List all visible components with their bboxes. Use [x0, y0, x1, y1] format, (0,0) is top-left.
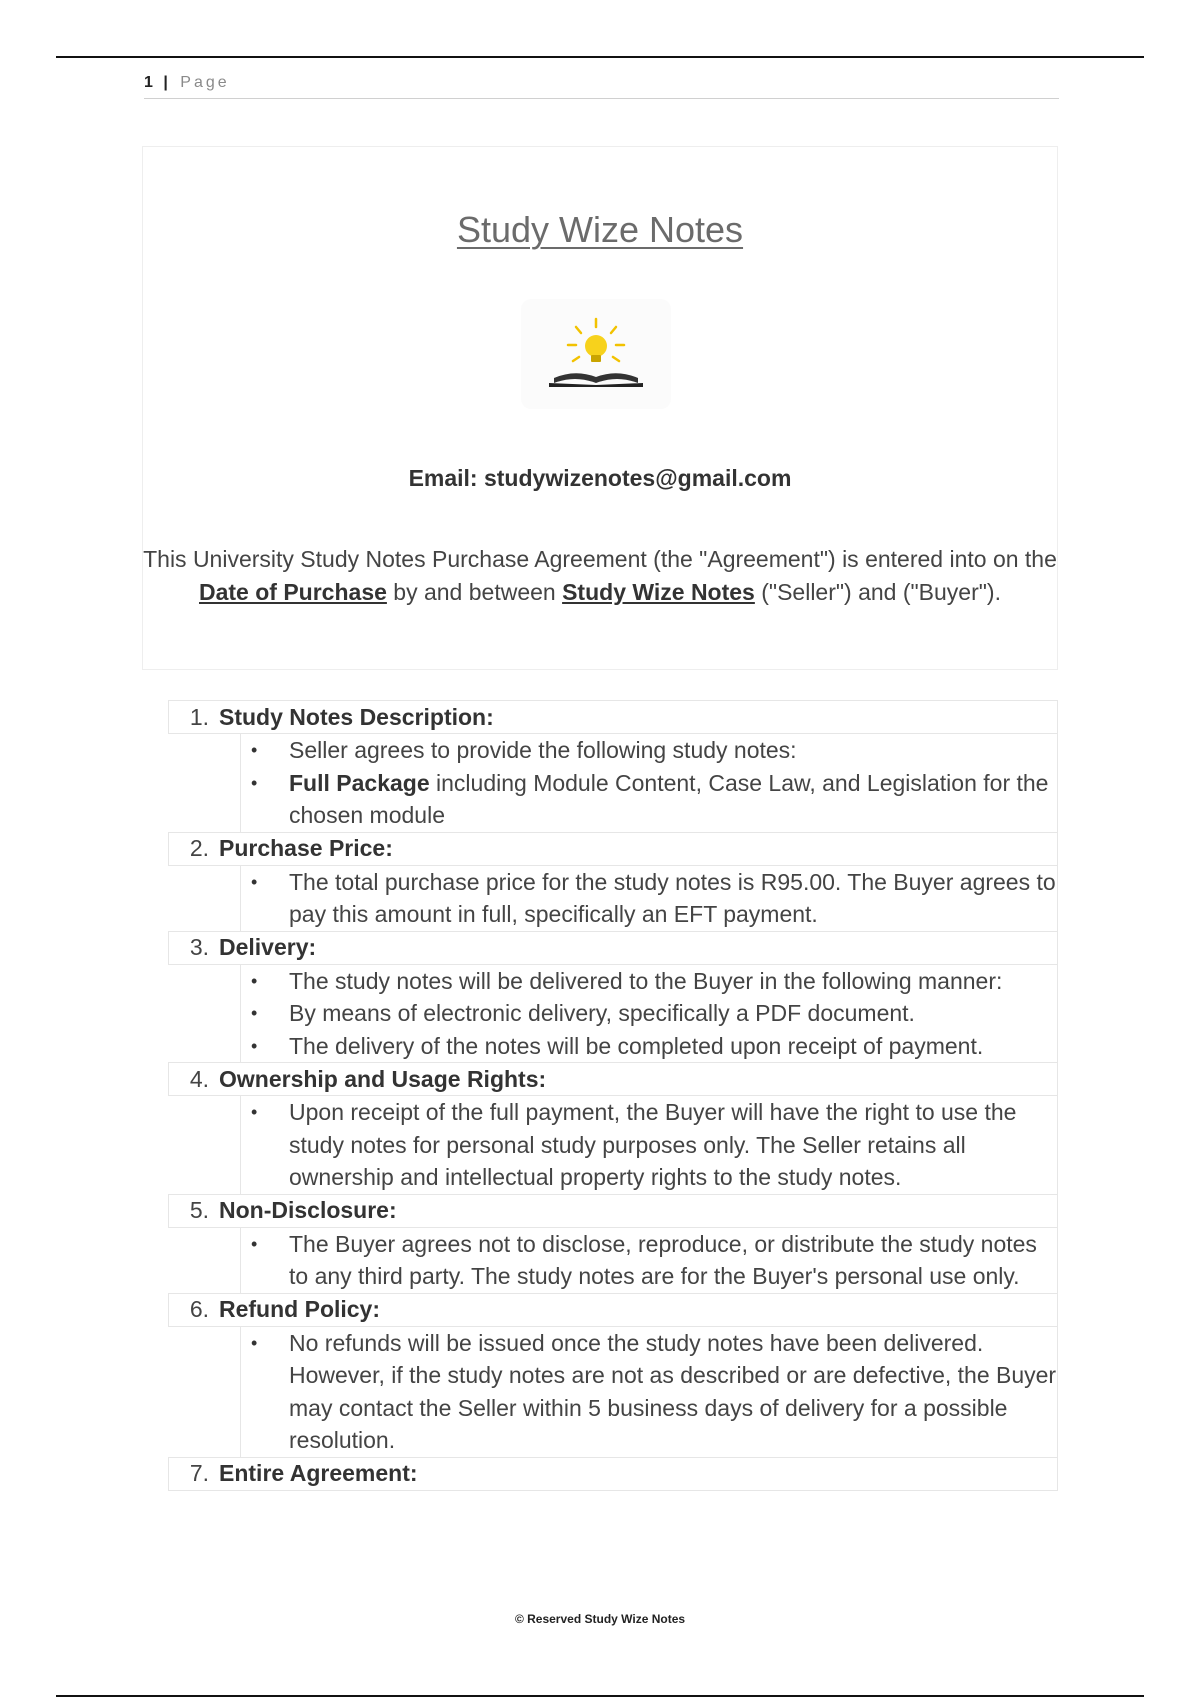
section-heading — [168, 1194, 1058, 1228]
footer-copyright: © Reserved Study Wize Notes — [514, 1612, 686, 1626]
section-title: Delivery: — [219, 934, 317, 960]
page-header — [144, 74, 1059, 99]
section-number: 4. — [189, 1065, 209, 1092]
section-heading — [168, 1062, 1058, 1096]
section-bullets — [240, 866, 1058, 931]
intro-paragraph: This University Study Notes Purchase Agreement (the "Agreement") is entered into on the Date of Purchase by and between Study Wize Notes ("Seller") and ("Buyer"). — [143, 546, 1057, 605]
seller-name-link: Study Wize Notes — [562, 579, 755, 605]
bullet-text: Upon receipt of the full payment, the Buyer will have the right to use the study notes for personal study purposes only. The Seller retains all ownership and intellectual property rights to the study notes. — [289, 1099, 1017, 1190]
section-heading — [168, 700, 1058, 734]
bullet-item — [241, 997, 1057, 1030]
section-title: Non-Disclosure: — [219, 1197, 397, 1223]
section-number: 5. — [189, 1197, 209, 1223]
lightbulb-book-icon — [521, 299, 671, 409]
bullet-item — [241, 767, 1057, 832]
bullet-item — [241, 734, 1057, 767]
terms-list — [168, 700, 1058, 1491]
bullet-text: including Module Content, Case Law, and Legislation for the chosen module — [289, 769, 1049, 828]
section-number: 7. — [189, 1460, 209, 1486]
section-bullets — [240, 1228, 1058, 1293]
section-title: Ownership and Usage Rights: — [219, 1065, 547, 1092]
section-heading — [168, 931, 1058, 965]
bullet-text: No refunds will be issued once the study notes have been delivered. However, if the study notes are not as described or are defective, the Buyer may contact the Seller within 5 business days of delivery for a possible resolution. — [289, 1329, 1057, 1453]
page-separator: | — [163, 74, 171, 91]
page-number: 1 — [144, 74, 154, 91]
bullet-text: Seller agrees to provide the following study notes: — [289, 737, 797, 763]
bullet-item — [241, 1030, 1057, 1063]
section-bullets — [240, 1327, 1058, 1457]
bullet-item — [241, 1228, 1057, 1293]
bullet-item — [241, 965, 1057, 998]
contact-email: Email: studywizenotes@gmail.com — [408, 465, 792, 491]
section-bullets — [240, 734, 1058, 832]
page-word: Page — [180, 74, 230, 91]
bullet-text: By means of electronic delivery, specifically a PDF document. — [289, 1000, 915, 1026]
top-rule — [56, 56, 1144, 58]
bullet-item — [241, 1096, 1057, 1194]
document-title: Study Wize Notes — [456, 209, 744, 250]
bullet-item — [241, 1327, 1057, 1457]
section-number: 2. — [189, 835, 209, 861]
section-number: 6. — [189, 1296, 209, 1322]
section-number: 3. — [189, 934, 209, 960]
section-heading — [168, 1293, 1058, 1327]
section-title: Refund Policy: — [219, 1296, 381, 1322]
date-of-purchase-link: Date of Purchase — [199, 579, 387, 605]
bullet-text: The total purchase price for the study notes is R95.00. The Buyer agrees to pay this amount in full, specifically an EFT payment. — [289, 868, 1056, 927]
bullet-text: The delivery of the notes will be completed upon receipt of payment. — [289, 1032, 984, 1059]
bullet-text: The Buyer agrees not to disclose, reproduce, or distribute the study notes to any third party. The study notes are for the Buyer's personal use only. — [289, 1230, 1037, 1289]
section-heading — [168, 832, 1058, 866]
section-heading — [168, 1457, 1058, 1491]
bottom-rule — [56, 1695, 1144, 1697]
section-title: Entire Agreement: — [219, 1460, 418, 1486]
bullet-item — [241, 866, 1057, 931]
section-bullets — [240, 965, 1058, 1063]
title-box — [142, 146, 1058, 670]
section-title: Purchase Price: — [219, 835, 393, 861]
bullet-text: The study notes will be delivered to the Buyer in the following manner: — [289, 967, 1003, 994]
section-bullets — [240, 1096, 1058, 1194]
section-number: 1. — [189, 703, 209, 730]
section-title: Study Notes Description: — [219, 703, 494, 730]
bullet-bold-text: Full Package — [289, 769, 430, 796]
